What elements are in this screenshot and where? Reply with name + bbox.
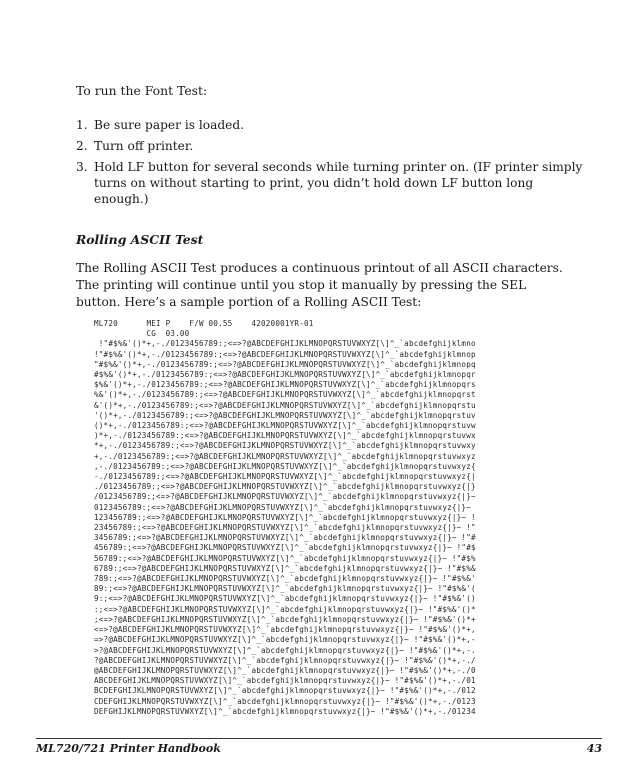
- printout-line: "#$%&'()*+,-./0123456789:;<=>?@ABCDEFGHIJKLMNOPQRSTUVWXYZ[\]^_`abcdefghijklmnopq: [94, 359, 476, 369]
- printout-line: #$%&'()*+,-./0123456789:;<=>?@ABCDEFGHIJKLMNOPQRSTUVWXYZ[\]^_`abcdefghijklmnopqr: [94, 370, 476, 380]
- printout-line: 6789:;<=>?@ABCDEFGHIJKLMNOPQRSTUVWXYZ[\]^_`abcdefghijklmnopqrstuvwxyz{|}~ !"#$%&: [94, 563, 476, 573]
- printout-line: 3456789:;<=>?@ABCDEFGHIJKLMNOPQRSTUVWXYZ[\]^_`abcdefghijklmnopqrstuvwxyz{|}~ !"#: [94, 533, 476, 543]
- printout-line: $%&'()*+,-./0123456789:;<=>?@ABCDEFGHIJKLMNOPQRSTUVWXYZ[\]^_`abcdefghijklmnopqrs: [94, 380, 476, 390]
- printout-line: ;<=>?@ABCDEFGHIJKLMNOPQRSTUVWXYZ[\]^_`abcdefghijklmnopqrstuvwxyz{|}~ !"#$%&'()*+: [94, 614, 476, 624]
- printout-line: =>?@ABCDEFGHIJKLMNOPQRSTUVWXYZ[\]^_`abcdefghijklmnopqrstuvwxyz{|}~ !"#$%&'()*+,-: [94, 635, 476, 645]
- printout-line: BCDEFGHIJKLMNOPQRSTUVWXYZ[\]^_`abcdefghijklmnopqrstuvwxyz{|}~ !"#$%&'()*+,-./012: [94, 686, 476, 696]
- page-number: 43: [586, 742, 602, 755]
- section-heading: Rolling ASCII Test: [76, 232, 204, 247]
- printout-line: -./0123456789:;<=>?@ABCDEFGHIJKLMNOPQRSTUVWXYZ[\]^_`abcdefghijklmnopqrstuvwxyz{|: [94, 472, 476, 482]
- step-text: Hold LF button for several seconds while turning printer on. (IF printer simply turns on without starting to print, you didn’t hold down LF button long enough.): [94, 160, 583, 206]
- printout-line: ./0123456789:;<=>?@ABCDEFGHIJKLMNOPQRSTUVWXYZ[\]^_`abcdefghijklmnopqrstuvwxyz{|}: [94, 482, 476, 492]
- list-item: [76, 117, 586, 133]
- printout-line: /0123456789:;<=>?@ABCDEFGHIJKLMNOPQRSTUVWXYZ[\]^_`abcdefghijklmnopqrstuvwxyz{|}~: [94, 492, 476, 502]
- printout-line: 89:;<=>?@ABCDEFGHIJKLMNOPQRSTUVWXYZ[\]^_`abcdefghijklmnopqrstuvwxyz{|}~ !"#$%&'(: [94, 584, 476, 594]
- step-text: Turn off printer.: [94, 139, 194, 153]
- printout-line: !"#$%&'()*+,-./0123456789:;<=>?@ABCDEFGHIJKLMNOPQRSTUVWXYZ[\]^_`abcdefghijklmnop: [94, 349, 476, 359]
- printout-line: ABCDEFGHIJKLMNOPQRSTUVWXYZ[\]^_`abcdefghijklmnopqrstuvwxyz{|}~ !"#$%&'()*+,-./01: [94, 676, 476, 686]
- printout-line: 456789:;<=>?@ABCDEFGHIJKLMNOPQRSTUVWXYZ[\]^_`abcdefghijklmnopqrstuvwxyz{|}~ !"#$: [94, 543, 476, 553]
- printout-line: DEFGHIJKLMNOPQRSTUVWXYZ[\]^_`abcdefghijklmnopqrstuvwxyz{|}~ !"#$%&'()*+,-./01234: [94, 706, 476, 716]
- step-text: Be sure paper is loaded.: [94, 118, 245, 132]
- printout-line: &'()*+,-./0123456789:;<=>?@ABCDEFGHIJKLMNOPQRSTUVWXYZ[\]^_`abcdefghijklmnopqrstu: [94, 400, 476, 410]
- steps-list: [76, 117, 586, 212]
- printout-line: 56789:;<=>?@ABCDEFGHIJKLMNOPQRSTUVWXYZ[\]^_`abcdefghijklmnopqrstuvwxyz{|}~ !"#$%: [94, 553, 476, 563]
- printout-line: +,-./0123456789:;<=>?@ABCDEFGHIJKLMNOPQRSTUVWXYZ[\]^_`abcdefghijklmnopqrstuvwxyz: [94, 451, 476, 461]
- list-item: [76, 138, 586, 154]
- printout-line: >?@ABCDEFGHIJKLMNOPQRSTUVWXYZ[\]^_`abcdefghijklmnopqrstuvwxyz{|}~ !"#$%&'()*+,-.: [94, 645, 476, 655]
- printout-line: ,-./0123456789:;<=>?@ABCDEFGHIJKLMNOPQRSTUVWXYZ[\]^_`abcdefghijklmnopqrstuvwxyz{: [94, 461, 476, 471]
- printout-line: ML720 MEI P F/W 00.55 42020001YR-01: [94, 319, 314, 328]
- printout-line: )*+,-./0123456789:;<=>?@ABCDEFGHIJKLMNOPQRSTUVWXYZ[\]^_`abcdefghijklmnopqrstuvwx: [94, 431, 476, 441]
- printout-line: *+,-./0123456789:;<=>?@ABCDEFGHIJKLMNOPQRSTUVWXYZ[\]^_`abcdefghijklmnopqrstuvwxy: [94, 441, 476, 451]
- printout-line: '()*+,-./0123456789:;<=>?@ABCDEFGHIJKLMNOPQRSTUVWXYZ[\]^_`abcdefghijklmnopqrstuv: [94, 410, 476, 420]
- printout-line: <=>?@ABCDEFGHIJKLMNOPQRSTUVWXYZ[\]^_`abcdefghijklmnopqrstuvwxyz{|}~ !"#$%&'()*+,: [94, 625, 476, 635]
- step-number: 3.: [76, 160, 88, 174]
- printout-line: 9:;<=>?@ABCDEFGHIJKLMNOPQRSTUVWXYZ[\]^_`abcdefghijklmnopqrstuvwxyz{|}~ !"#$%&'(): [94, 594, 476, 604]
- printout-line: CG 03.00: [94, 329, 190, 339]
- printout-line: :;<=>?@ABCDEFGHIJKLMNOPQRSTUVWXYZ[\]^_`abcdefghijklmnopqrstuvwxyz{|}~ !"#$%&'()*: [94, 604, 476, 614]
- printout-line: ?@ABCDEFGHIJKLMNOPQRSTUVWXYZ[\]^_`abcdefghijklmnopqrstuvwxyz{|}~ !"#$%&'()*+,-./: [94, 655, 476, 665]
- step-number: 2.: [76, 139, 88, 153]
- printout-line: 789:;<=>?@ABCDEFGHIJKLMNOPQRSTUVWXYZ[\]^_`abcdefghijklmnopqrstuvwxyz{|}~ !"#$%&': [94, 574, 476, 584]
- footer-divider: [36, 738, 602, 739]
- step-number: 1.: [76, 118, 88, 132]
- list-item: [76, 159, 586, 207]
- printout-line: 123456789:;<=>?@ABCDEFGHIJKLMNOPQRSTUVWXYZ[\]^_`abcdefghijklmnopqrstuvwxyz{|}~ !: [94, 512, 476, 522]
- printout-line: ()*+,-./0123456789:;<=>?@ABCDEFGHIJKLMNOPQRSTUVWXYZ[\]^_`abcdefghijklmnopqrstuvw: [94, 421, 476, 431]
- printout-line: @ABCDEFGHIJKLMNOPQRSTUVWXYZ[\]^_`abcdefghijklmnopqrstuvwxyz{|}~ !"#$%&'()*+,-./0: [94, 665, 476, 675]
- ascii-printout-sample: [94, 319, 476, 717]
- printout-line: !"#$%&'()*+,-./0123456789:;<=>?@ABCDEFGHIJKLMNOPQRSTUVWXYZ[\]^_`abcdefghijklmno: [94, 339, 476, 349]
- body-paragraph: The Rolling ASCII Test produces a continuous printout of all ASCII characters. The printing will continue until you stop it manually by pressing the SEL button. Here’s a sample portion of a Rolling ASCII Test:: [76, 261, 563, 309]
- printout-line: CDEFGHIJKLMNOPQRSTUVWXYZ[\]^_`abcdefghijklmnopqrstuvwxyz{|}~ !"#$%&'()*+,-./0123: [94, 696, 476, 706]
- printout-line: %&'()*+,-./0123456789:;<=>?@ABCDEFGHIJKLMNOPQRSTUVWXYZ[\]^_`abcdefghijklmnopqrst: [94, 390, 476, 400]
- printout-line: 0123456789:;<=>?@ABCDEFGHIJKLMNOPQRSTUVWXYZ[\]^_`abcdefghijklmnopqrstuvwxyz{|}~: [94, 502, 476, 512]
- footer-title: ML720/721 Printer Handbook: [36, 742, 221, 755]
- intro-text: To run the Font Test:: [76, 83, 208, 98]
- printout-line: 23456789:;<=>?@ABCDEFGHIJKLMNOPQRSTUVWXYZ[\]^_`abcdefghijklmnopqrstuvwxyz{|}~ !": [94, 523, 476, 533]
